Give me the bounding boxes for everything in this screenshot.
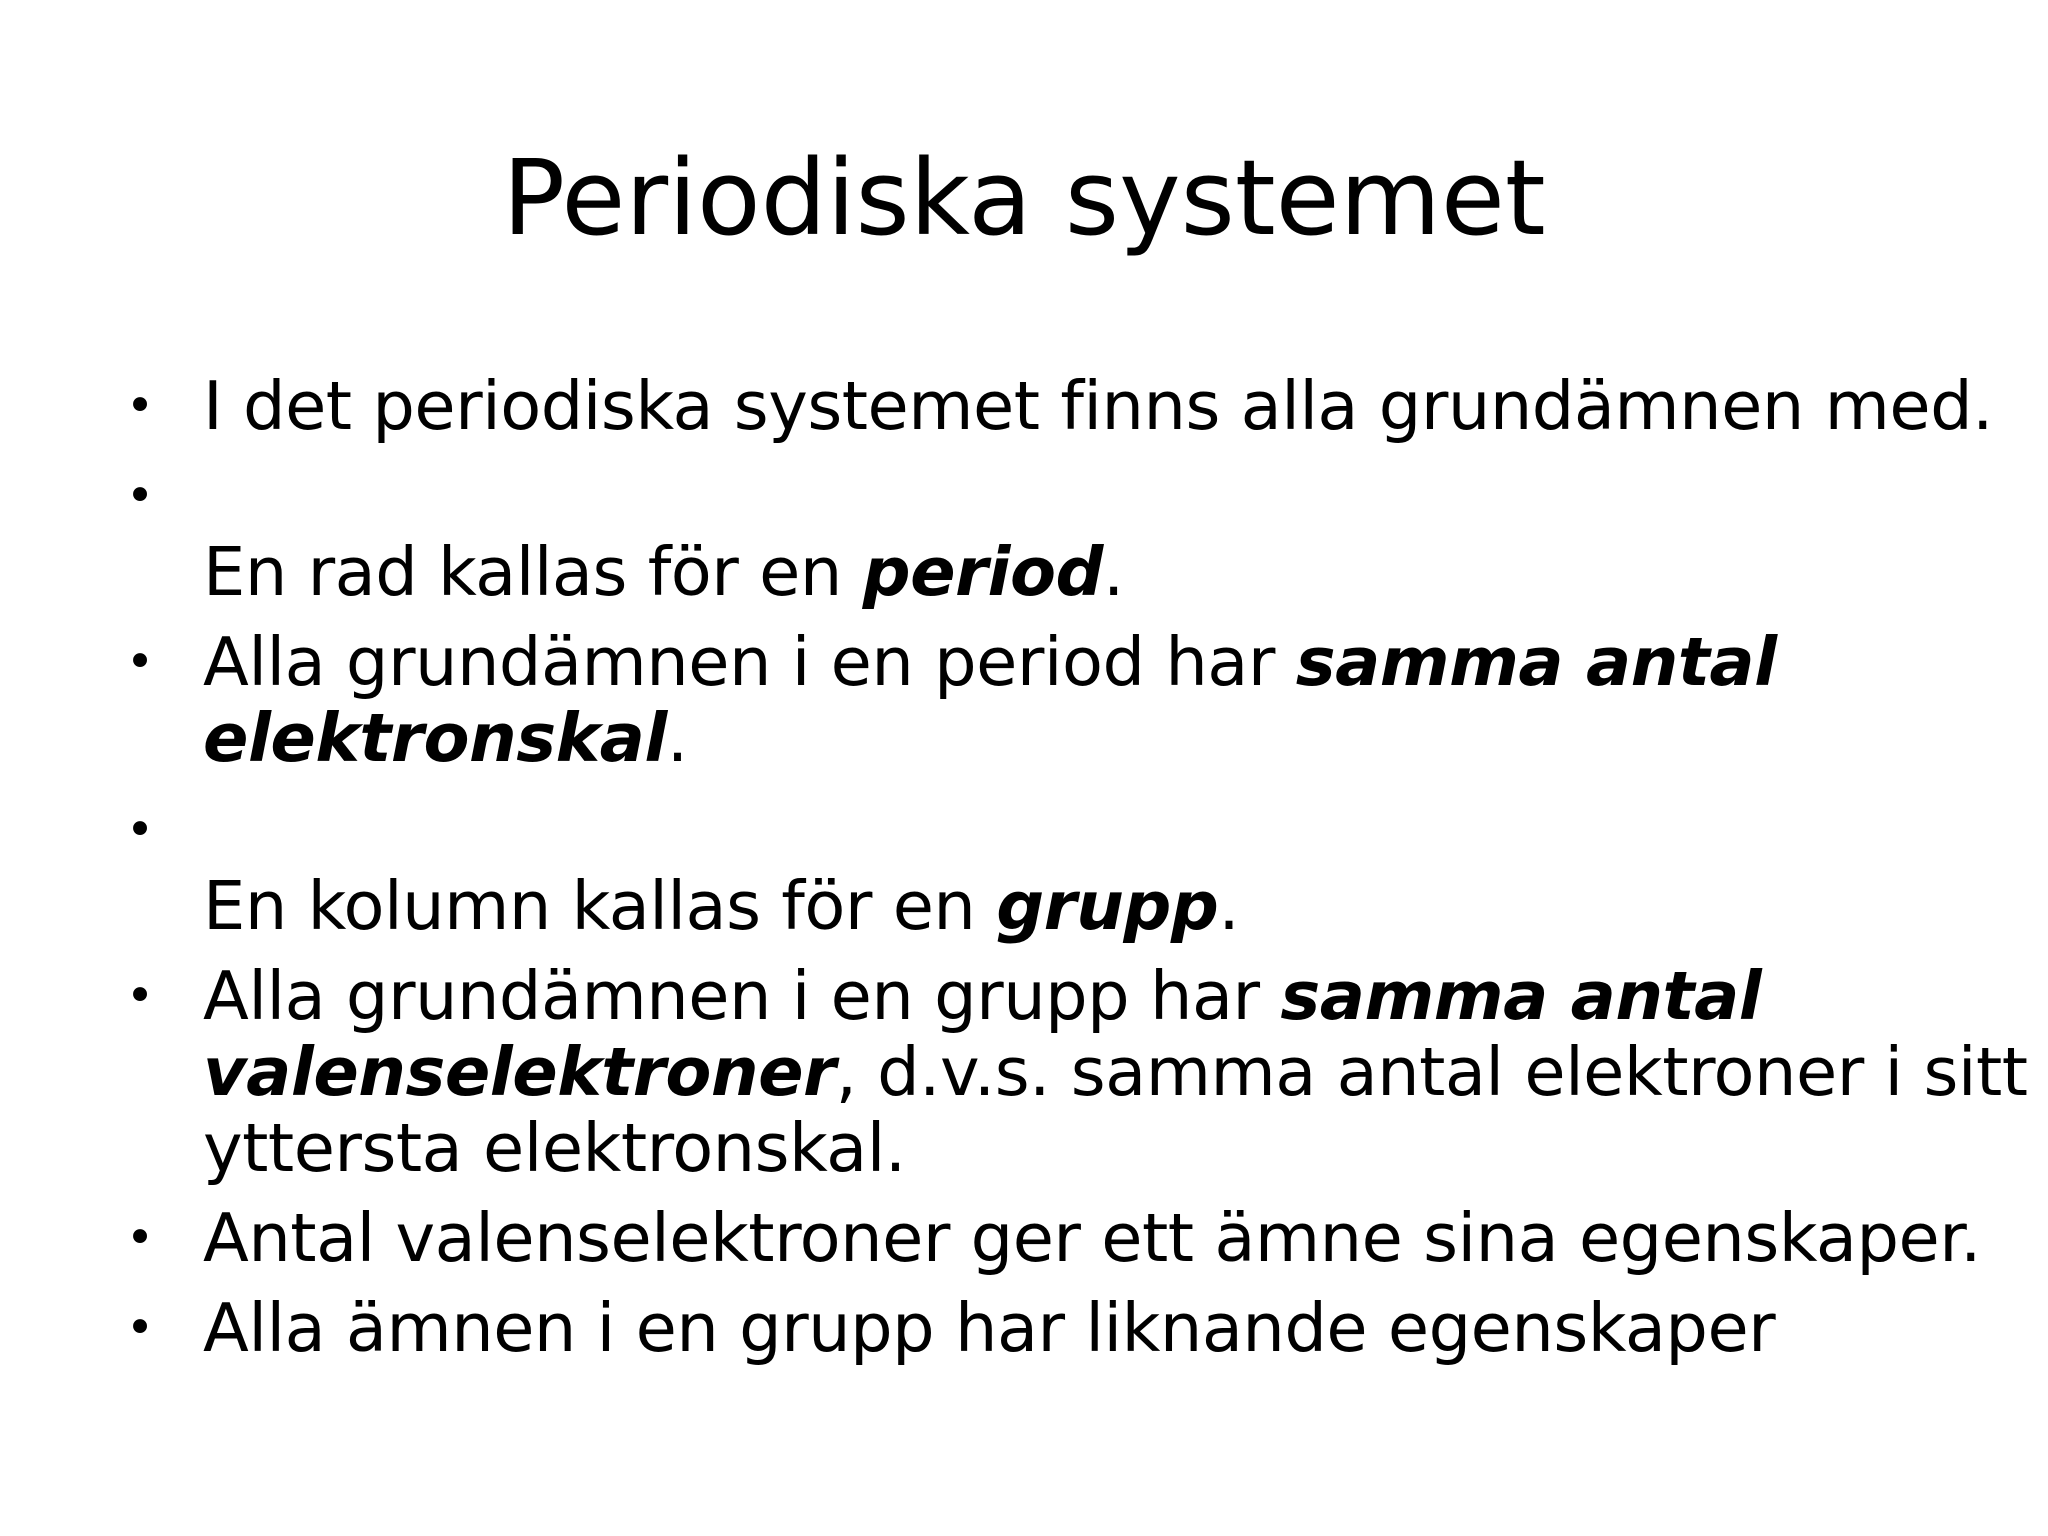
text-segment: yttersta elektronskal.	[203, 1109, 906, 1187]
bullet-line	[203, 368, 1993, 444]
text-segment: En rad kallas för en	[203, 533, 863, 611]
text-segment: .	[666, 699, 688, 777]
bullet-line	[203, 700, 688, 776]
emphasized-term: period	[862, 533, 1104, 611]
text-segment: Alla grundämnen i en period har	[203, 623, 1296, 701]
bullet-line	[203, 958, 1761, 1034]
slide-title: Periodiska systemet	[502, 137, 1546, 259]
bullet-icon: •	[125, 634, 155, 690]
emphasized-term: valenselektroner	[203, 1033, 836, 1111]
bullet-icon: •	[125, 378, 155, 434]
bullet-icon: •	[125, 468, 155, 524]
text-segment: Alla ämnen i en grupp har liknande egenskaper	[203, 1289, 1776, 1367]
text-segment: Antal valenselektroner ger ett ämne sina egenskaper.	[203, 1199, 1981, 1277]
text-segment: I det periodiska systemet finns alla grundämnen med.	[203, 367, 1993, 445]
text-segment: Alla grundämnen i en grupp har	[203, 957, 1281, 1035]
emphasized-term: samma antal	[1295, 623, 1777, 701]
bullet-line	[203, 1034, 2028, 1110]
text-segment: , d.v.s. samma antal elektroner i sitt	[835, 1033, 2028, 1111]
text-segment: En kolumn kallas för en	[203, 867, 997, 945]
bullet-line	[203, 1290, 1775, 1366]
bullet-line	[203, 624, 1777, 700]
bullet-icon: •	[125, 1210, 155, 1266]
emphasized-term: elektronskal	[203, 699, 667, 777]
bullet-icon: •	[125, 968, 155, 1024]
bullet-line	[203, 534, 1124, 610]
emphasized-term: samma antal	[1280, 957, 1762, 1035]
emphasized-term: grupp	[996, 867, 1219, 945]
bullet-line	[203, 1200, 1981, 1276]
bullet-icon: •	[125, 802, 155, 858]
text-segment: .	[1103, 533, 1124, 611]
bullet-icon: •	[125, 1300, 155, 1356]
text-segment: .	[1218, 867, 1240, 945]
bullet-line	[203, 1110, 906, 1186]
bullet-line	[203, 868, 1239, 944]
